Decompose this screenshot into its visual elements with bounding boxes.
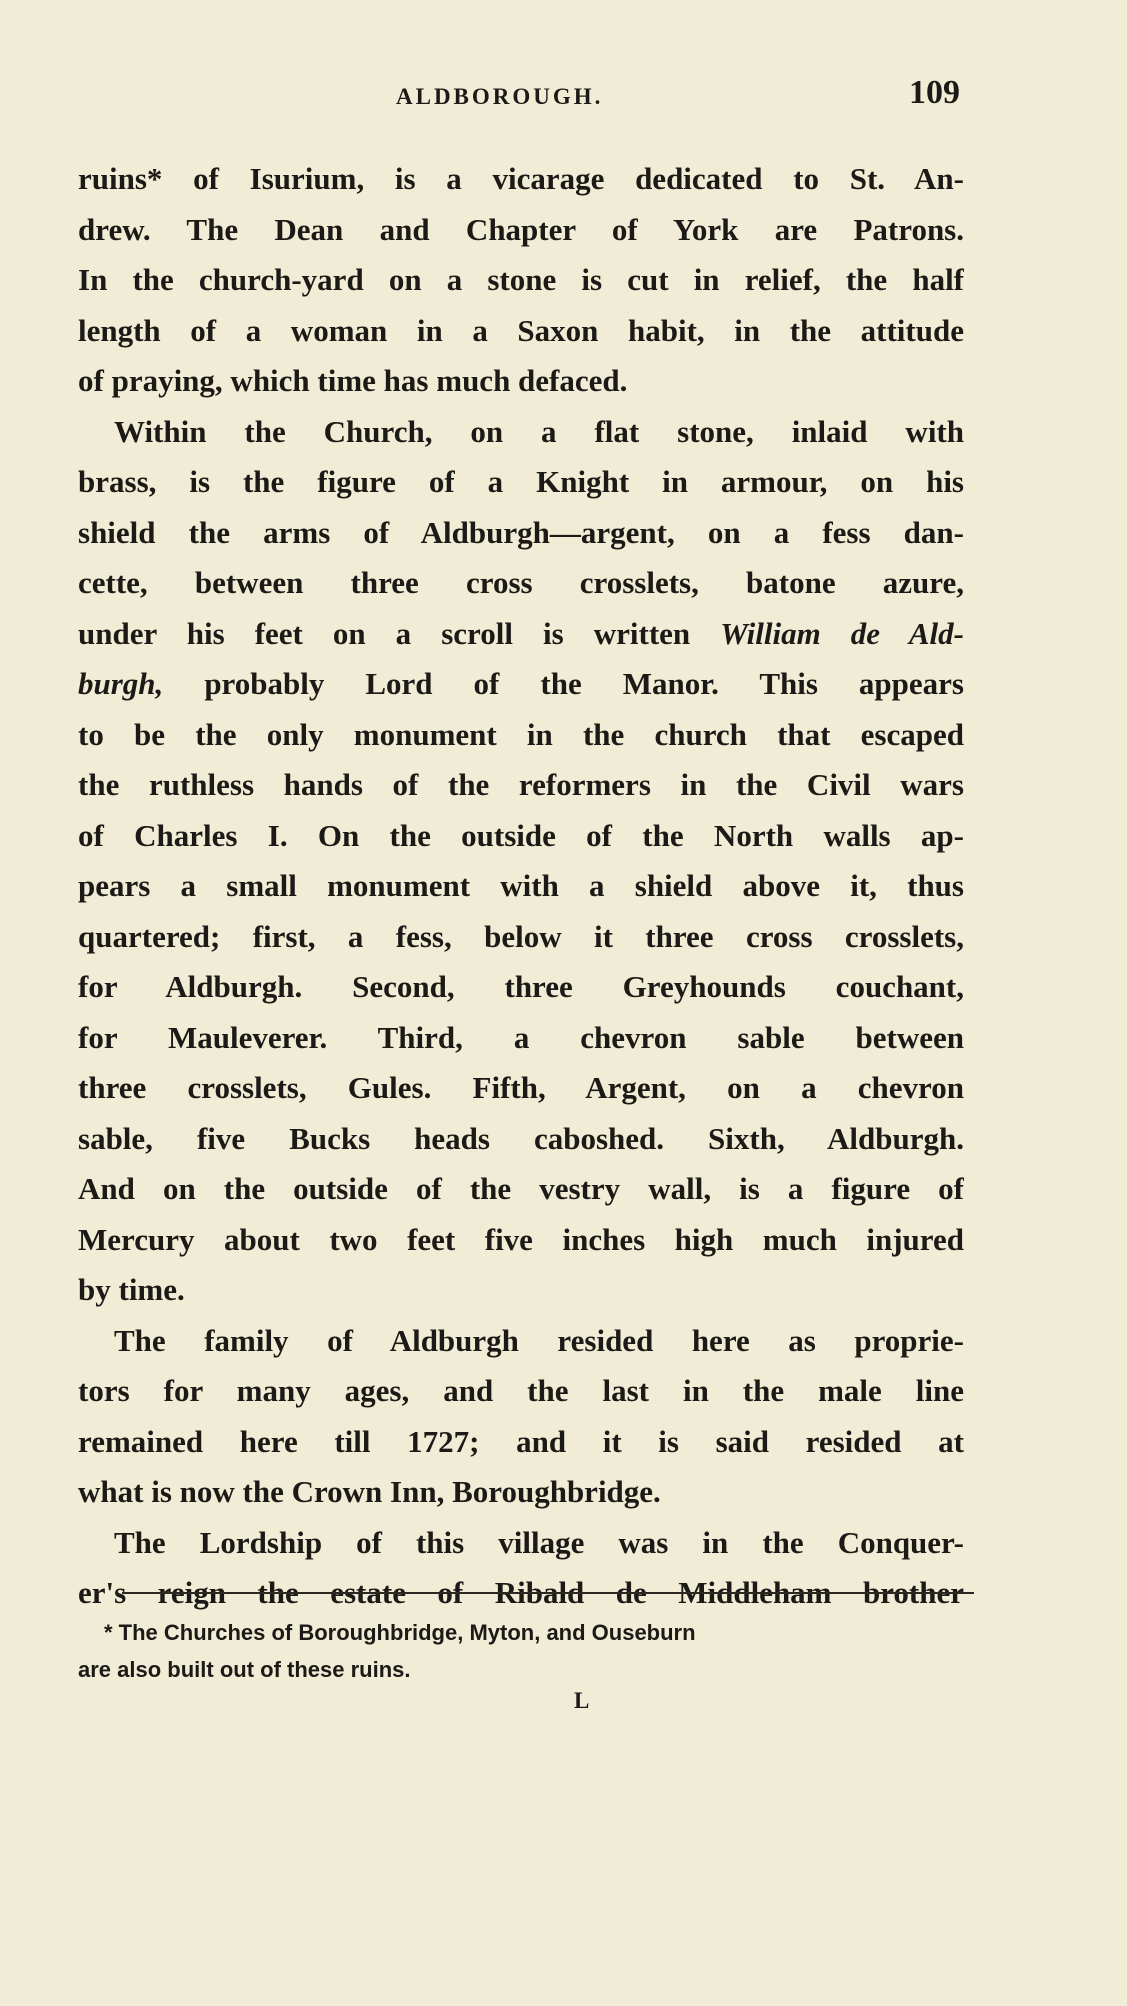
text-line: And on the outside of the vestry wall, is a figure of <box>78 1171 964 1206</box>
text-line: tors for many ages, and the last in the male line <box>78 1373 964 1408</box>
text-line: er's reign the estate of Ribald de Middleham brother <box>78 1575 964 1610</box>
text-line: for Aldburgh. Second, three Greyhounds couchant, <box>78 969 964 1004</box>
text-line: The Lordship of this village was in the Conquer- <box>114 1524 964 1560</box>
text-line: quartered; first, a fess, below it three cross crosslets, <box>78 918 964 954</box>
text-line: of Charles I. On the outside of the North walls ap- <box>78 817 964 853</box>
text-line: by time. <box>78 1272 185 1307</box>
body-text <box>78 154 964 1619</box>
italic-name: burgh, <box>78 666 164 701</box>
text-line: the ruthless hands of the reformers in the Civil wars <box>78 767 964 802</box>
signature-mark: L <box>574 1688 590 1713</box>
italic-name: William de Ald- <box>720 615 964 651</box>
footnote-line: * The Churches of Boroughbridge, Myton, and Ouseburn <box>104 1620 696 1645</box>
text-line: Within the Church, on a flat stone, inlaid with <box>114 413 964 449</box>
footnote-line: are also built out of these ruins. <box>78 1657 411 1682</box>
text-line: length of a woman in a Saxon habit, in the attitude <box>78 312 964 348</box>
text-line-with-italic <box>78 659 964 710</box>
text-line: sable, five Bucks heads caboshed. Sixth, Aldburgh. <box>78 1120 964 1156</box>
text-line: cette, between three cross crosslets, batone azure, <box>78 565 964 600</box>
text-line: for Mauleverer. Third, a chevron sable between <box>78 1019 964 1055</box>
footnote-rule <box>122 1592 974 1594</box>
text-line: of praying, which time has much defaced. <box>78 363 628 398</box>
text-line: shield the arms of Aldburgh—argent, on a fess dan- <box>78 514 964 550</box>
text-line: three crosslets, Gules. Fifth, Argent, on a chevron <box>78 1070 964 1105</box>
text-line: what is now the Crown Inn, Boroughbridge. <box>78 1474 661 1509</box>
text-segment: under his feet on a scroll is written <box>78 615 691 651</box>
text-line: drew. The Dean and Chapter of York are Patrons. <box>78 211 964 247</box>
text-line: The family of Aldburgh resided here as proprie- <box>114 1322 964 1358</box>
text-segment: probably Lord of the Manor. This appears <box>204 666 964 701</box>
text-line: to be the only monument in the church that escaped <box>78 716 964 752</box>
footnote <box>78 1614 964 1688</box>
running-title: ALDBOROUGH. <box>396 84 604 109</box>
text-line: brass, is the figure of a Knight in armour, on his <box>78 464 964 499</box>
text-line: remained here till 1727; and it is said resided at <box>78 1423 964 1459</box>
text-line-with-italic <box>78 609 964 660</box>
text-line: pears a small monument with a shield above it, thus <box>78 868 964 903</box>
text-line: In the church-yard on a stone is cut in relief, the half <box>78 262 964 297</box>
page-number: 109 <box>909 74 960 111</box>
text-line: Mercury about two feet five inches high much injured <box>78 1221 964 1257</box>
text-line: ruins* of Isurium, is a vicarage dedicated to St. An- <box>78 161 964 196</box>
running-head <box>78 74 960 118</box>
